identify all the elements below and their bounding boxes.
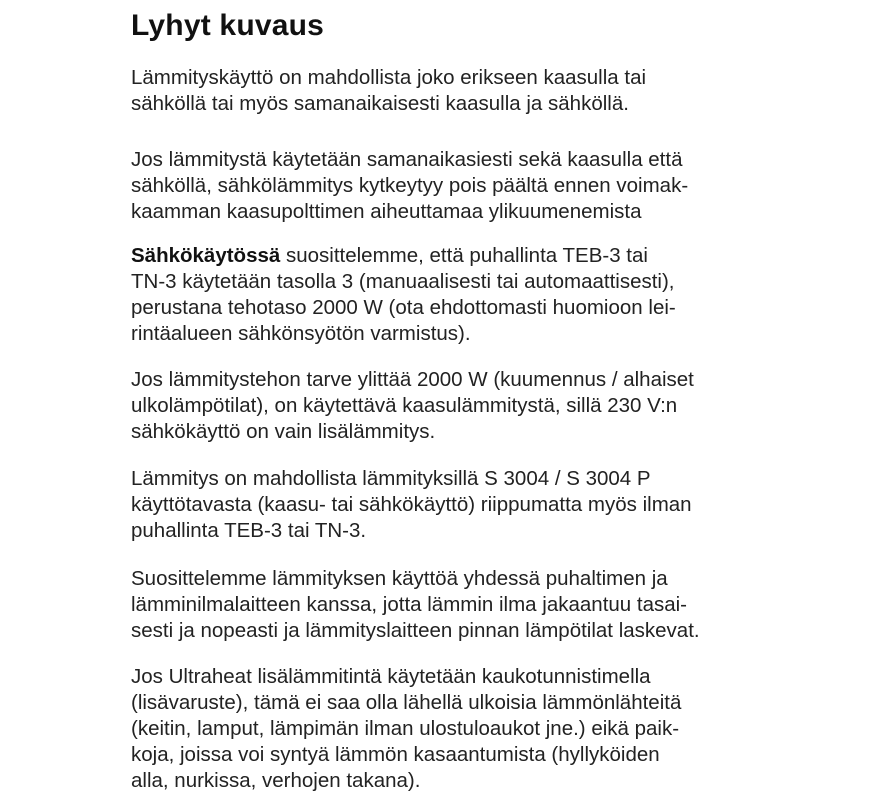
text-line: alla, nurkissa, verhojen takana). [131,769,421,792]
text-line [131,243,676,269]
text-line: TN-3 käytetään tasolla 3 (manuaalisesti tai automaattisesti), [131,270,675,293]
text-line: Lämmitys on mahdollista lämmityksillä S 3004 / S 3004 P [131,467,651,490]
text-line: sähköllä, sähkölämmitys kytkeytyy pois päältä ennen voimak- [131,174,689,197]
text-line: rintäalueen sähkönsyötön varmistus). [131,322,471,345]
text-line: käyttötavasta (kaasu- tai sähkökäyttö) riippumatta myös ilman [131,493,692,516]
paragraph-electric-use [131,243,676,347]
text-line: lämminilmalaitteen kanssa, jotta lämmin ilma jakaantuu tasai- [131,593,688,616]
text-line: puhallinta TEB-3 tai TN-3. [131,519,367,542]
text-line: perustana tehotaso 2000 W (ota ehdottomasti huomioon lei- [131,296,676,319]
text-line: Jos lämmitystä käytetään samanaikasiesti sekä kaasulla että [131,148,683,171]
text-line: sesti ja nopeasti ja lämmityslaitteen pinnan lämpötilat laskevat. [131,619,700,642]
text-line: sähköllä tai myös samanaikaisesti kaasulla ja sähköllä. [131,92,629,115]
paragraph-simultaneous-use [131,147,688,225]
paragraph-remote-sensor [131,664,681,794]
section-heading: Lyhyt kuvaus [131,9,325,42]
text-line: (keitin, lamput, lämpimän ilman ulostuloaukot jne.) eikä paik- [131,717,680,740]
text-line: Jos Ultraheat lisälämmitintä käytetään kaukotunnistimella [131,665,651,688]
text-line: ulkolämpötilat), on käytettävä kaasulämmitystä, sillä 230 V:n [131,394,678,417]
paragraph-heating-options [131,65,646,117]
paragraph-recommendation [131,566,700,644]
paragraph-power-demand [131,367,694,445]
text-line: Lämmityskäyttö on mahdollista joko erikseen kaasulla tai [131,66,647,89]
paragraph-heater-models [131,466,692,544]
text-line: kaamman kaasupolttimen aiheuttamaa ylikuumenemista [131,200,642,223]
text-run: suosittelemme, että puhallinta TEB-3 tai [280,244,648,267]
bold-lead-term: Sähkökäytössä [131,244,281,267]
text-line: Jos lämmitystehon tarve ylittää 2000 W (kuumennus / alhaiset [131,368,694,391]
document-page [131,8,831,792]
text-line: sähkökäyttö on vain lisälämmitys. [131,420,436,443]
text-line: Suosittelemme lämmityksen käyttöä yhdessä puhaltimen ja [131,567,668,590]
text-line: koja, joissa voi syntyä lämmön kasaantumista (hyllyköiden [131,743,660,766]
text-line: (lisävaruste), tämä ei saa olla lähellä ulkoisia lämmönlähteitä [131,691,682,714]
